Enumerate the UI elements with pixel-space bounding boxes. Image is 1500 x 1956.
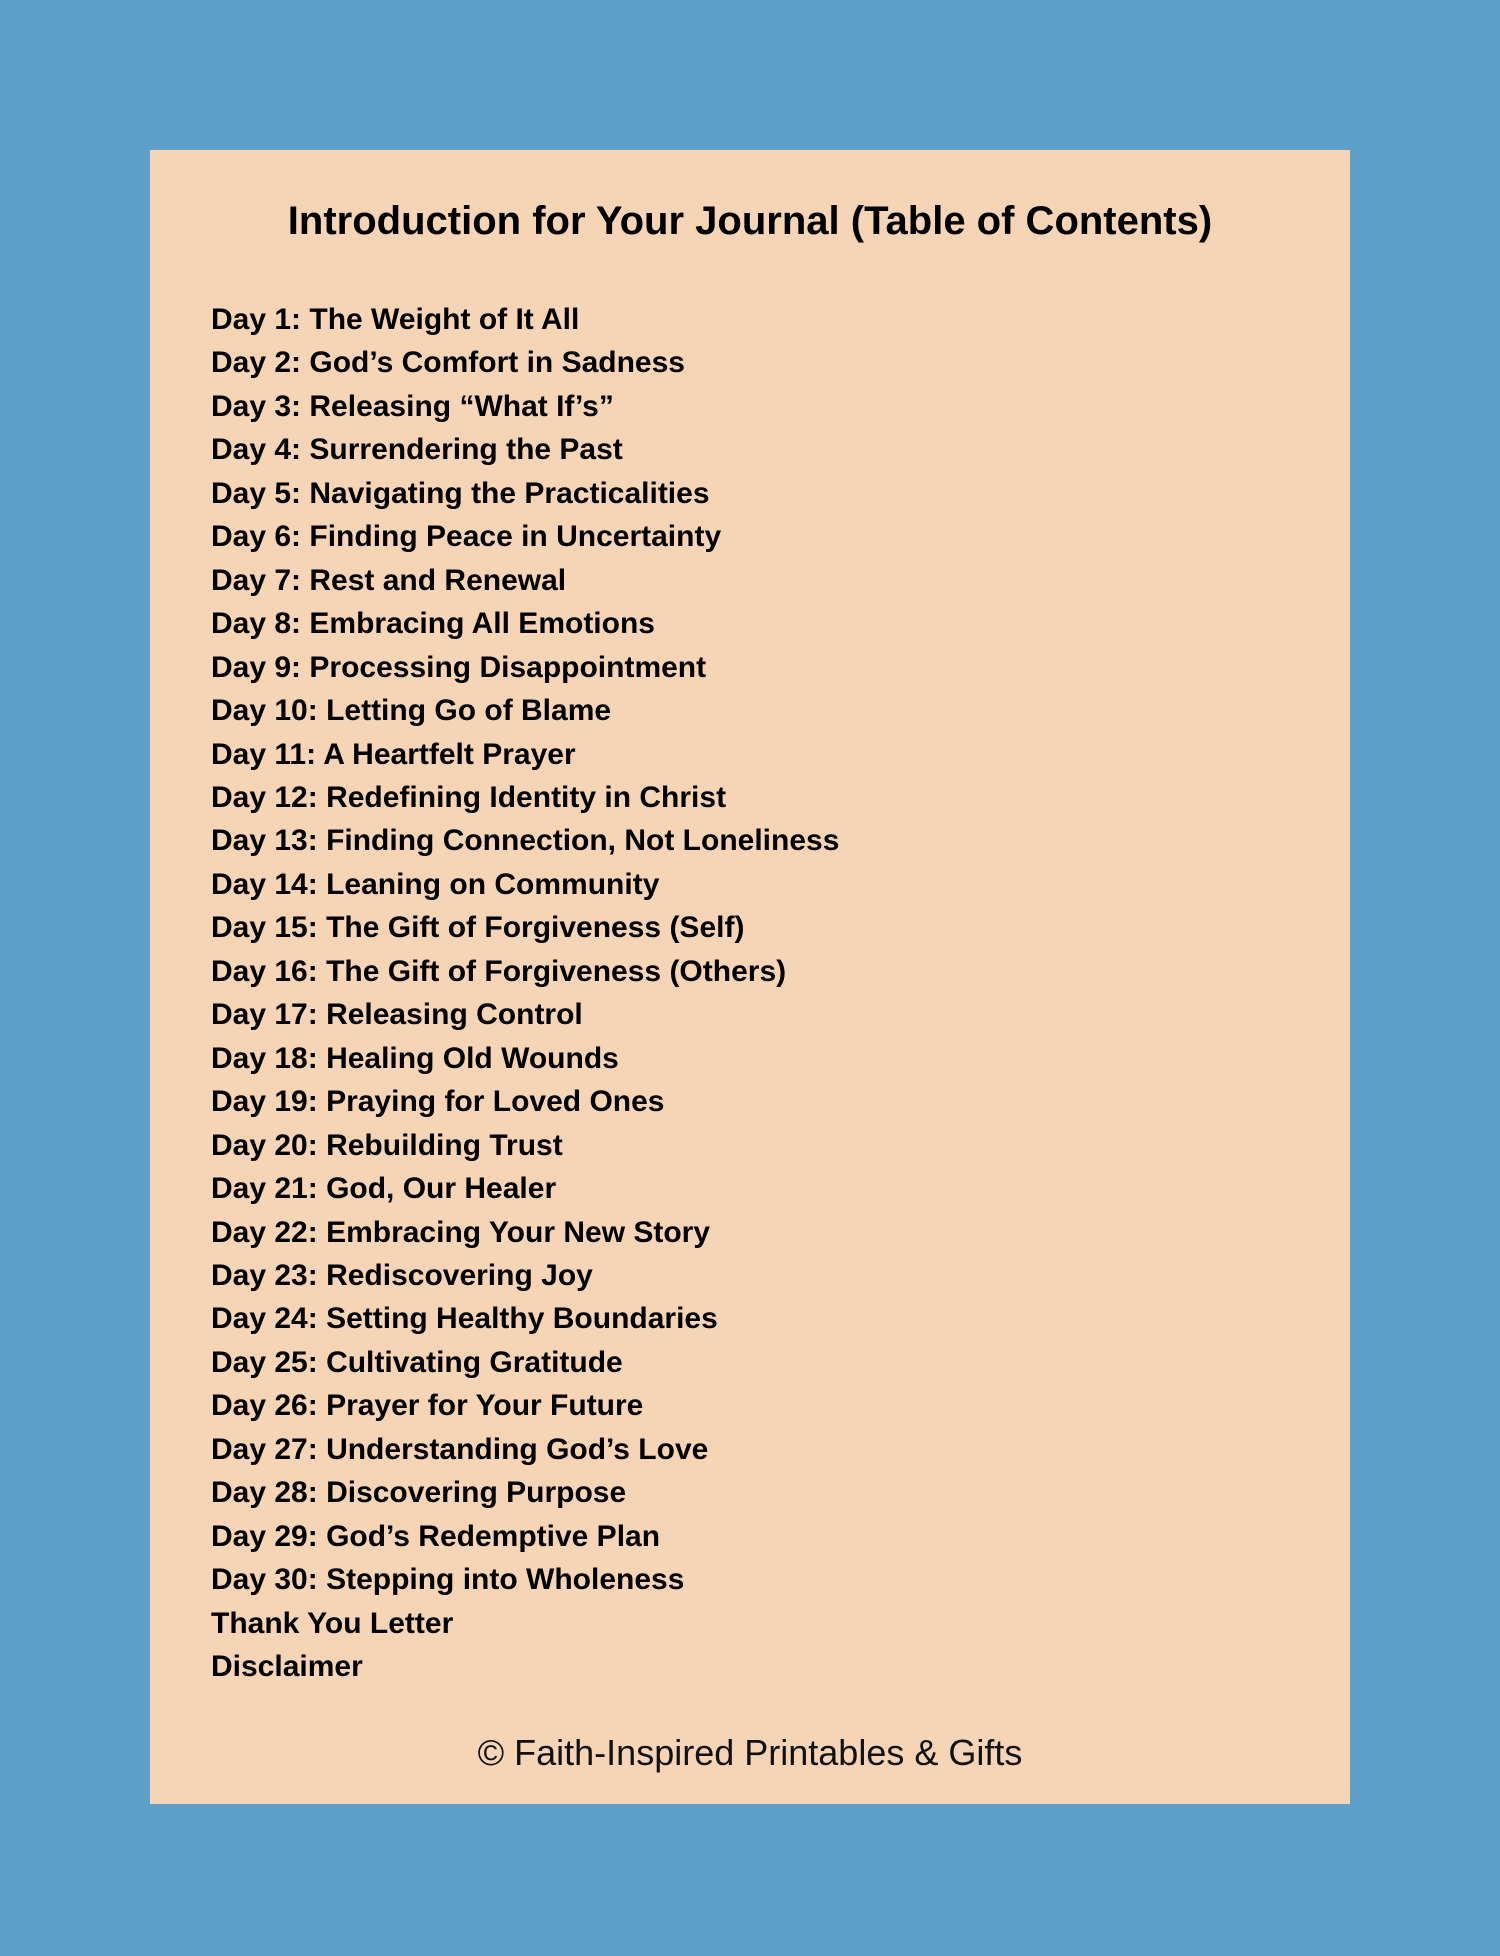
toc-entry: Day 12: Redefining Identity in Christ	[211, 780, 727, 814]
toc-entry: Day 3: Releasing “What If’s”	[211, 389, 614, 423]
toc-entry: Day 20: Rebuilding Trust	[211, 1128, 563, 1162]
table-of-contents	[211, 298, 839, 1689]
toc-entry: Day 5: Navigating the Practicalities	[211, 476, 710, 510]
journal-page	[150, 150, 1350, 1804]
toc-entry: Day 21: God, Our Healer	[211, 1172, 557, 1206]
toc-entry: Day 27: Understanding God’s Love	[211, 1432, 709, 1466]
toc-entry: Day 1: The Weight of It All	[211, 303, 580, 336]
toc-entry: Day 10: Letting Go of Blame	[211, 694, 612, 728]
copyright-footer: © Faith-Inspired Printables & Gifts	[477, 1732, 1023, 1773]
toc-entry: Day 18: Healing Old Wounds	[211, 1041, 619, 1075]
toc-entry: Day 9: Processing Disappointment	[211, 650, 707, 684]
toc-entry: Day 29: God’s Redemptive Plan	[211, 1519, 661, 1553]
toc-entry: Day 8: Embracing All Emotions	[211, 607, 655, 641]
toc-entry: Day 26: Prayer for Your Future	[211, 1389, 644, 1423]
toc-entry: Day 6: Finding Peace in Uncertainty	[211, 520, 722, 554]
toc-entry: Day 16: The Gift of Forgiveness (Others)	[211, 954, 787, 988]
toc-entry: Day 22: Embracing Your New Story	[211, 1215, 711, 1249]
toc-entry: Day 4: Surrendering the Past	[211, 433, 623, 467]
toc-entry: Day 25: Cultivating Gratitude	[211, 1345, 623, 1379]
toc-entry: Day 23: Rediscovering Joy	[211, 1258, 593, 1292]
toc-entry: Day 7: Rest and Renewal	[211, 563, 567, 597]
page-title: Introduction for Your Journal (Table of Contents)	[287, 199, 1213, 243]
toc-entry: Day 24: Setting Healthy Boundaries	[211, 1302, 718, 1336]
toc-entry: Day 15: The Gift of Forgiveness (Self)	[211, 911, 745, 945]
toc-entry: Day 13: Finding Connection, Not Loneliness	[211, 824, 840, 858]
toc-entry: Day 19: Praying for Loved Ones	[211, 1085, 665, 1119]
toc-entry: Day 17: Releasing Control	[211, 998, 583, 1032]
toc-entry: Day 28: Discovering Purpose	[211, 1476, 627, 1510]
toc-entry: Day 14: Leaning on Community	[211, 867, 660, 901]
toc-entry: Day 2: God’s Comfort in Sadness	[211, 346, 685, 380]
toc-entry: Day 11: A Heartfelt Prayer	[211, 737, 576, 771]
toc-entry: Thank You Letter	[211, 1606, 454, 1640]
toc-entry: Disclaimer	[211, 1650, 363, 1684]
toc-entry: Day 30: Stepping into Wholeness	[211, 1563, 685, 1597]
